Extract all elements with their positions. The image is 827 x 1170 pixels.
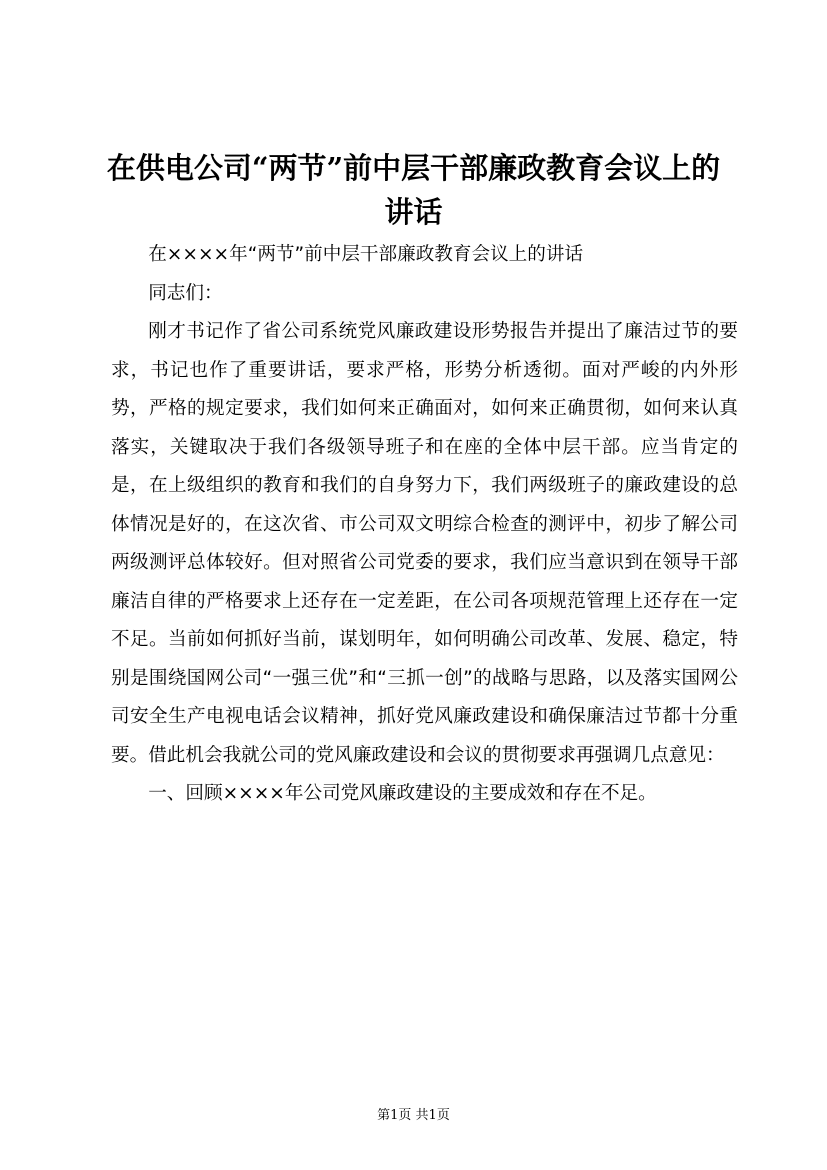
document-title: 在供电公司“两节”前中层干部廉政教育会议上的讲话	[106, 151, 721, 229]
section-heading-paragraph: 一、回顾××××年公司党风廉政建设的主要成效和存在不足。	[148, 783, 657, 804]
subtitle-paragraph: 在××××年“两节”前中层干部廉政教育会议上的讲话	[148, 244, 584, 265]
body-paragraph: 刚才书记作了省公司系统党风廉政建设形势报告并提出了廉洁过节的要求，书记也作了重要讲话，要求严格，形势分析透彻。面对严峻的内外形势，严格的规定要求，我们如何来正确面对，如何来正确贯彻，如何来认真落实，关键取决于我们各级领导班子和在座的全体中层干部。应当肯定的是，在上级组织的教育和我们的自身努力下，我们两级班子的廉政建设的总体情况是好的，在这次省、市公司双文明综合检查的测评中，初步了解公司两级测评总体较好。但对照省公司党委的要求，我们应当意识到在领导干部廉洁自律的严格要求上还存在一定差距，在公司各项规范管理上还存在一定不足。当前如何抓好当前，谋划明年，如何明确公司改革、发展、稳定，特别是围绕国网公司“一强三优”和“三抓一创”的战略与思路，以及落实国网公司安全生产电视电话会议精神，抓好党风廉政建设和确保廉洁过节都十分重要。借此机会我就公司的党风廉政建设和会议的贯彻要求再强调几点意见：	[111, 321, 738, 766]
salutation-paragraph: 同志们：	[148, 282, 223, 304]
page-footer: 第1页 共1页	[377, 1108, 450, 1123]
document-body	[111, 236, 738, 814]
